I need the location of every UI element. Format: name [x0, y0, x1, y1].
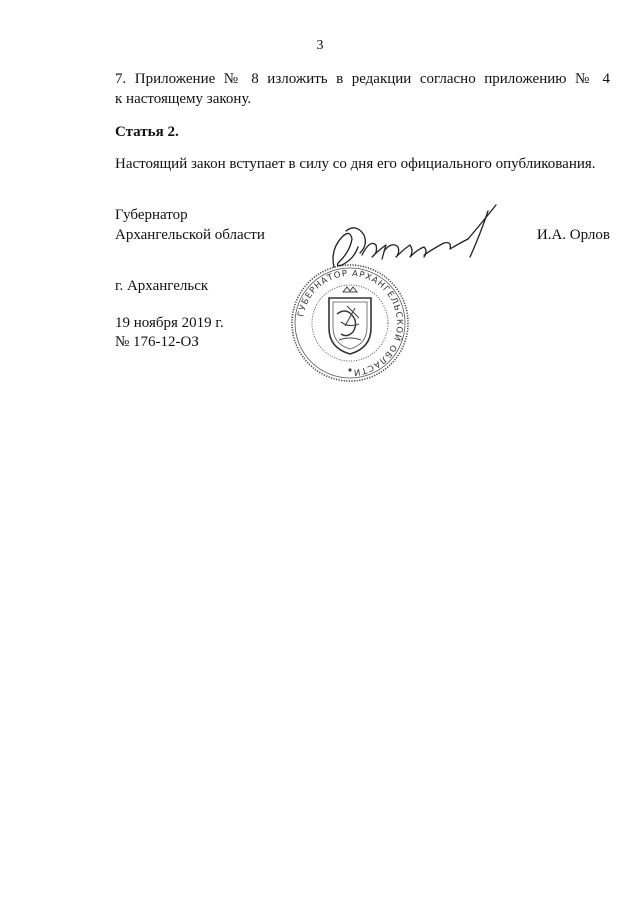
law-number: № 176-12-ОЗ: [115, 334, 199, 350]
place-of-signing: г. Архангельск: [115, 278, 209, 294]
handwritten-signature: [320, 195, 520, 285]
article-2-heading: Статья 2.: [115, 124, 179, 140]
article-2-text: Настоящий закон вступает в силу со дня его официального опубликования.: [115, 156, 596, 172]
item-7-text-line-1: 7. Приложение № 8 изложить в редакции согласно приложению № 4: [115, 71, 610, 87]
seal-ring-text: ГУБЕРНАТОР АРХАНГЕЛЬСКОЙ ОБЛАСТИ: [296, 268, 405, 378]
signer-title-line-1: Губернатор: [115, 207, 188, 223]
coat-of-arms-icon: [329, 287, 371, 354]
page-number: 3: [316, 38, 324, 53]
signing-date: 19 ноября 2019 г.: [115, 315, 224, 331]
signer-title-line-2: Архангельской области: [115, 227, 265, 243]
item-7-text-line-2: к настоящему закону.: [115, 91, 252, 107]
signer-name: И.А. Орлов: [536, 227, 610, 243]
